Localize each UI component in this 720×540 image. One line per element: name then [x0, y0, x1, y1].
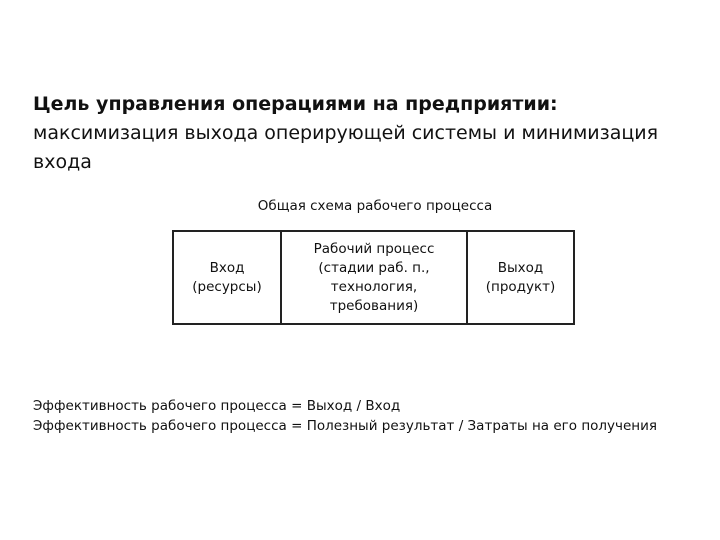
page-heading [33, 90, 703, 177]
process-scheme-table [172, 230, 575, 325]
formula-line: Эффективность рабочего процесса = Выход / Вход [33, 398, 401, 414]
heading-rest: максимизация выхода оперирующей системы и минимизация входа [33, 122, 659, 173]
heading-lead: Цель управления операциями на предприятии: [33, 93, 558, 115]
stage-input-cell: Вход (ресурсы) [174, 232, 282, 323]
efficiency-formulas [33, 396, 713, 436]
formula-line: Эффективность рабочего процесса = Полезный результат / Затраты на его получения [33, 418, 658, 434]
stage-process-cell: Рабочий процесс (стадии раб. п., технология, требования) [282, 232, 468, 323]
stage-output-cell: Выход (продукт) [485, 259, 556, 295]
scheme-title: Общая схема рабочего процесса [257, 198, 493, 214]
